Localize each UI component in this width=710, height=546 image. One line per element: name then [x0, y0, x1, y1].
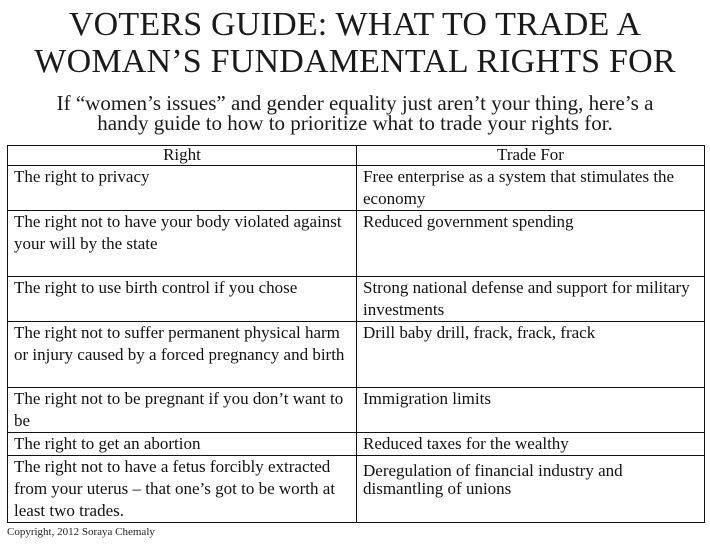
title-line-1: VOTERS GUIDE: WHAT TO TRADE A	[68, 6, 642, 43]
trade-cell: Free enterprise as a system that stimulates the economy	[357, 166, 705, 211]
right-cell: The right to privacy	[8, 166, 357, 211]
subtitle	[0, 93, 710, 133]
subtitle-line-2: handy guide to how to prioritize what to trade your rights for.	[97, 111, 613, 135]
right-cell: The right not to have a fetus forcibly extracted from your uterus – that one’s got to be worth at least two trades.	[8, 456, 357, 523]
table-row	[8, 211, 705, 277]
trade-cell: Immigration limits	[357, 388, 705, 433]
table-row	[8, 322, 705, 388]
trade-cell: Reduced government spending	[357, 211, 705, 277]
trade-table	[7, 145, 705, 523]
right-cell: The right to use birth control if you chose	[8, 277, 357, 322]
right-cell: The right to get an abortion	[8, 433, 357, 456]
subtitle-line-1: If “women’s issues” and gender equality just aren’t your thing, here’s a	[56, 91, 654, 115]
page-title	[0, 6, 710, 80]
table-header-row	[8, 146, 705, 166]
header-right: Right	[8, 146, 357, 166]
right-cell: The right not to have your body violated against your will by the state	[8, 211, 357, 277]
table-row	[8, 433, 705, 456]
copyright-notice: Copyright, 2012 Soraya Chemaly	[7, 526, 155, 538]
table-row	[8, 166, 705, 211]
table-row	[8, 388, 705, 433]
right-cell: The right not to be pregnant if you don’t want to be	[8, 388, 357, 433]
right-cell: The right not to suffer permanent physical harm or injury caused by a forced pregnancy and birth	[8, 322, 357, 388]
header-trade-for: Trade For	[357, 146, 705, 166]
trade-cell: Deregulation of financial industry and dismantling of unions	[357, 456, 705, 523]
table-row	[8, 277, 705, 322]
trade-cell: Reduced taxes for the wealthy	[357, 433, 705, 456]
title-line-2: WOMAN’S FUNDAMENTAL RIGHTS FOR	[34, 43, 676, 80]
trade-cell: Strong national defense and support for military investments	[357, 277, 705, 322]
table-row	[8, 456, 705, 523]
trade-cell: Drill baby drill, frack, frack, frack	[357, 322, 705, 388]
